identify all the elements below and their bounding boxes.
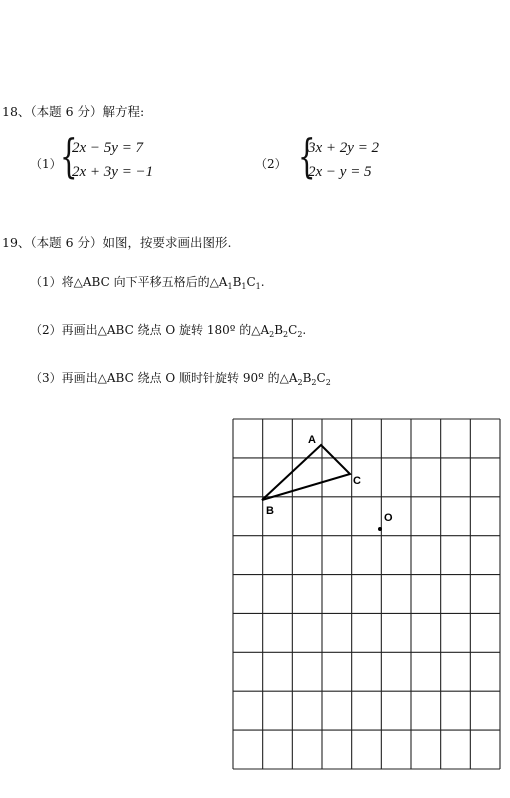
- q19-item2: （2）再画出△ABC 绕点 O 旋转 180º 的$\triangle A_2B_2C_2$.: [30, 323, 307, 339]
- label-a: A: [308, 434, 316, 446]
- q18-part2-eq2: 2x − y = 5: [308, 164, 372, 180]
- label-o: O: [384, 512, 393, 524]
- q18-title: 18、（本题 6 分）解方程:: [2, 104, 145, 119]
- triangle-abc: [262, 445, 350, 500]
- q19-item1-triangle: $A_1B_1C_1$: [218, 275, 261, 291]
- grid-lines: [233, 419, 500, 769]
- q19-item3-triangle: $A_2B_2C_2$: [288, 371, 331, 387]
- q19-title: 19、（本题 6 分）如图，按要求画出图形.: [2, 235, 232, 250]
- label-c: C: [353, 475, 361, 487]
- q18-part1-label: （1）: [30, 157, 62, 171]
- q18-part2-label: （2）: [255, 157, 287, 171]
- grid-figure: [232, 418, 502, 773]
- label-b: B: [266, 505, 274, 517]
- q19-item1: （1）将△ABC 向下平移五格后的$\triangle A_1B_1C_1$.: [30, 275, 265, 291]
- point-o: [378, 527, 382, 531]
- q18-part2-eq1: 3x + 2y = 2: [308, 140, 380, 156]
- q19-item3: [30, 369, 331, 387]
- q19-item2-triangle: $A_2B_2C_2$: [260, 323, 303, 339]
- q18-part2-brace: {: [298, 129, 316, 183]
- q18-part1-eq1: 2x − 5y = 7: [72, 140, 144, 156]
- q19-item1-text: （1）将△ABC 向下平移五格后的△: [30, 275, 219, 289]
- q18-part1-eq2: 2x + 3y = −1: [72, 164, 154, 180]
- q19-item3-text: （3）再画出△ABC 绕点 O 顺时针旋转 90º 的△: [30, 371, 289, 385]
- q18-part1-brace: {: [60, 129, 78, 183]
- q19-item2-text: （2）再画出△ABC 绕点 O 旋转 180º 的△: [30, 323, 261, 337]
